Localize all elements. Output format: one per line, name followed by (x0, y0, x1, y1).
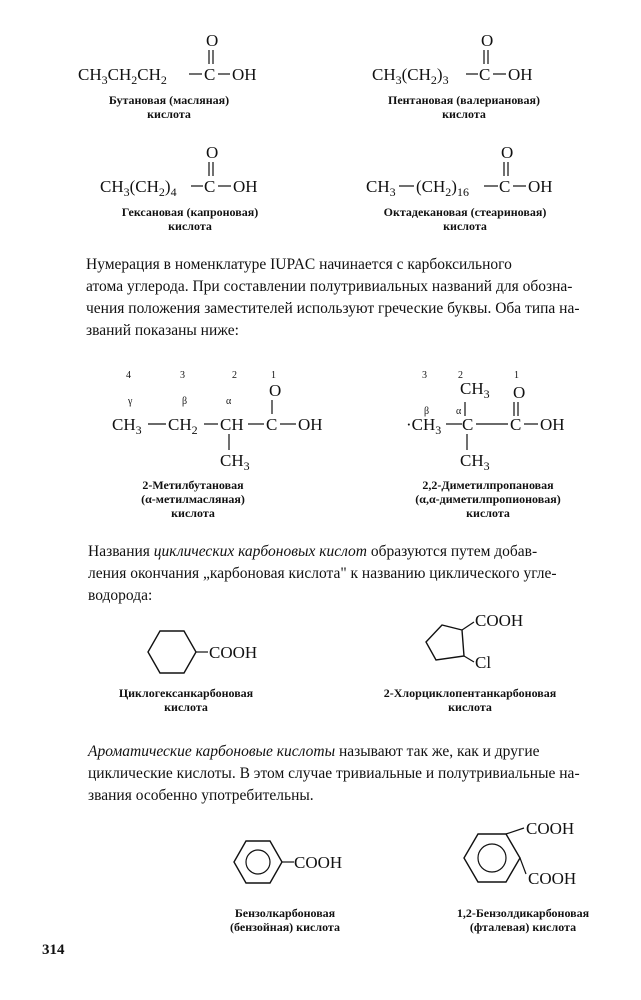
svg-text:2: 2 (232, 370, 237, 381)
pentanoic-acid-formula (370, 28, 570, 88)
paragraph-cyclic-acids: Названия циклических карбоновых кислот образуются путем добав- ления окончания „карбоновая кислота" к названию циклического угле- водорода: (88, 543, 557, 604)
svg-text:C: C (204, 65, 216, 84)
svg-text:O: O (501, 143, 514, 162)
svg-text:3: 3 (180, 370, 185, 381)
cyclohexanecarboxylic-acid-structure (134, 622, 274, 682)
chlorocyclopentane-caption: 2-Хлорциклопентанкарбоновая кислота (383, 686, 557, 714)
svg-text:OH: OH (508, 65, 533, 84)
svg-text:CH3CH2CH2: $CH_3CH_2CH_2$ (78, 65, 167, 87)
benzoic-caption: Бензолкарбоновая (бензойная) кислота (230, 906, 340, 934)
butanoic-acid-formula (74, 28, 274, 88)
svg-text:(CH2)16: $(CH_2)_{16}$ (416, 177, 469, 199)
svg-text:COOH: COOH (475, 611, 524, 630)
svg-text:OH: OH (298, 415, 323, 434)
svg-text:C: C (479, 65, 491, 84)
svg-text:Cl: Cl (475, 653, 492, 672)
svg-text:CH3: $CH_3$ (220, 451, 250, 473)
svg-text:1: 1 (271, 370, 276, 381)
svg-text:CH3: $CH_3$ (366, 177, 396, 199)
svg-text:COOH: COOH (209, 643, 258, 662)
svg-text:OH: OH (528, 177, 553, 196)
svg-text:γ: γ (128, 396, 133, 407)
svg-text:O: O (206, 143, 219, 162)
cyclohexane-caption: Циклогексанкарбоновая кислота (118, 686, 254, 714)
svg-text:C: C (204, 177, 216, 196)
dimethylpropanoic-caption: 2,2-Диметилпропановая (α,α-диметилпропионовая) кислота (415, 478, 561, 520)
svg-text:COOH: COOH (528, 869, 577, 888)
svg-text:C: C (510, 415, 522, 434)
svg-text:CH3: $CH_3$ (460, 451, 490, 473)
carbonyl-oxygen: O (206, 31, 219, 50)
svg-text:CH3(CH2)4: $CH_3(CH_2)_4$ (100, 177, 177, 199)
svg-text:OH: OH (540, 415, 565, 434)
svg-text:3: 3 (422, 370, 427, 381)
hexanoic-caption: Гексановая (капроновая) кислота (121, 205, 259, 233)
svg-text:C: C (462, 415, 474, 434)
svg-text:CH3: $CH_3$ (460, 379, 490, 401)
svg-text:OH: OH (232, 65, 257, 84)
svg-text:α: α (456, 406, 462, 417)
pentanoic-caption: Пентановая (валериановая) кислота (387, 93, 540, 121)
paragraph-aromatic-acids: Ароматические карбоновые кислоты называют так же, как и другие циклические кислоты. В этом случае тривиальные и полутривиальные на- звания особенно употребительны. (88, 743, 580, 804)
chlorocyclopentanecarboxylic-acid-structure (412, 606, 562, 676)
svg-text:·CH3: $\cdot CH_3$ (406, 415, 442, 437)
svg-text:CH: CH (220, 415, 244, 434)
svg-text:β: β (182, 396, 188, 407)
svg-text:4: 4 (126, 370, 131, 381)
svg-text:CH3(CH2)3: $CH_3(CH_2)_3$ (372, 65, 449, 87)
methylbutanoic-caption: 2-Метилбутановая (α-метилмасляная) кислота (141, 478, 245, 520)
octadecanoic-caption: Октадекановая (стеариновая) кислота (383, 205, 547, 233)
page-number: 314 (42, 942, 65, 958)
svg-text:1: 1 (514, 370, 519, 381)
svg-text:α: α (226, 396, 232, 407)
methylbutanoic-acid-formula (108, 368, 348, 478)
svg-text:C: C (266, 415, 278, 434)
svg-text:O: O (481, 31, 494, 50)
svg-text:C: C (499, 177, 511, 196)
svg-text:OH: OH (233, 177, 258, 196)
svg-text:2: 2 (458, 370, 463, 381)
phthalic-caption: 1,2-Бензолдикарбоновая (фталевая) кислота (456, 906, 590, 934)
svg-text:O: O (269, 381, 282, 400)
octadecanoic-acid-formula (364, 140, 574, 200)
dimethylpropanoic-acid-formula (396, 366, 596, 476)
svg-text:COOH: COOH (294, 853, 343, 872)
svg-text:CH3: $CH_3$ (112, 415, 142, 437)
svg-text:O: O (513, 383, 526, 402)
benzoic-acid-structure (224, 830, 364, 894)
svg-text:β: β (424, 406, 430, 417)
svg-text:COOH: COOH (526, 819, 575, 838)
paragraph-iupac-numbering: Нумерация в номенклатуре IUPAC начинается с карбоксильного атома углерода. При составлении полутривиальных названий для обозна- чения положения заместителей используют греческие буквы. Оба типа на- званий показаны ниже: (86, 256, 580, 339)
svg-text:CH2: $CH_2$ (168, 415, 198, 437)
hexanoic-acid-formula (98, 140, 298, 200)
phthalic-acid-structure (454, 812, 604, 902)
butanoic-caption: Бутановая (масляная) кислота (108, 93, 230, 121)
